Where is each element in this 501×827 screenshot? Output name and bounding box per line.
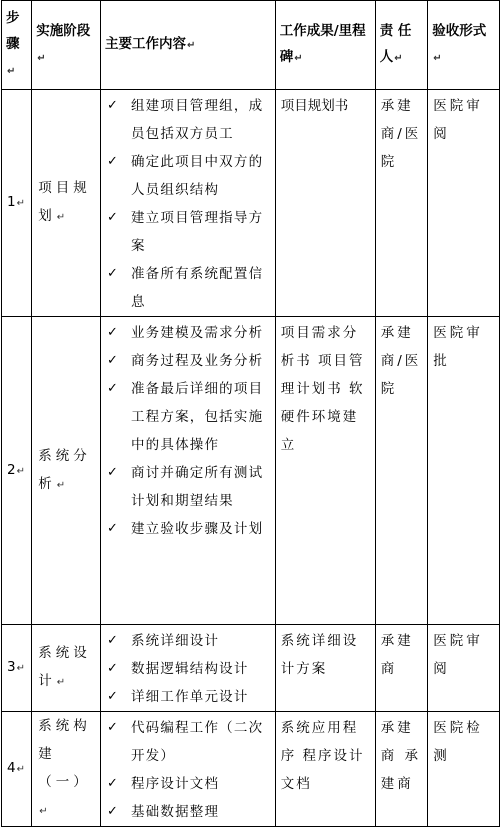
task-item: ✓ 系统详细设计 — [107, 627, 271, 655]
step-cell: 2↵ — [2, 317, 32, 625]
header-acceptance: 验收形式↵ — [428, 1, 500, 90]
task-item: ✓ 准备最后详细的项目工程方案，包括实施中的具体操作 — [107, 375, 271, 459]
task-item: ✓ 建立项目管理指导方案 — [107, 204, 271, 260]
task-item: ✓ 商务过程及业务分析 — [107, 347, 271, 375]
implementation-plan-table — [1, 0, 500, 827]
responsible-cell: 承建商 承建商 — [375, 712, 428, 827]
header-responsible: 责 任 人↵ — [375, 1, 428, 90]
header-step: 步骤↵ — [2, 1, 32, 90]
responsible-cell: 承建商/医院 — [375, 90, 428, 317]
stage-cell: 系统设计↵ — [32, 625, 101, 712]
task-item: ✓ 建立验收步骤及计划 — [107, 515, 271, 543]
table-row — [2, 90, 500, 317]
check-mark-icon: ✓ — [106, 521, 118, 536]
header-row — [2, 1, 500, 90]
task-item: ✓ 准备所有系统配置信息 — [107, 260, 271, 316]
check-mark-icon: ✓ — [106, 661, 118, 676]
step-cell: 1↵ — [2, 90, 32, 317]
task-item: ✓ 代码编程工作（二次开发） — [107, 714, 271, 770]
task-item: ✓ 组建项目管理组，成员包括双方员工 — [107, 92, 271, 148]
acceptance-cell: 医院检测 — [428, 712, 500, 827]
responsible-cell: 承建商/医院 — [375, 317, 428, 625]
header-work: 主要工作内容↵ — [100, 1, 275, 90]
acceptance-cell: 医院审阅 — [428, 90, 500, 317]
table-row — [2, 625, 500, 712]
task-item: ✓ 详细工作单元设计 — [107, 683, 271, 711]
result-cell: 系统详细设计方案 — [275, 625, 375, 712]
check-mark-icon: ✓ — [106, 210, 118, 225]
stage-cell: 系统分析↵ — [32, 317, 101, 625]
task-item: ✓ 数据逻辑结构设计 — [107, 655, 271, 683]
check-mark-icon: ✓ — [106, 465, 118, 480]
task-item: ✓ 基础数据整理 — [107, 798, 271, 826]
result-cell: 项目需求分析书 项目管理计划书 软硬件环境建立 — [275, 317, 375, 625]
check-mark-icon: ✓ — [106, 804, 118, 819]
result-cell: 项目规划书 — [275, 90, 375, 317]
table-row — [2, 712, 500, 827]
task-item: ✓ 业务建模及需求分析 — [107, 319, 271, 347]
table-row — [2, 317, 500, 625]
task-item: ✓ 确定此项目中双方的人员组织结构 — [107, 148, 271, 204]
tasks-cell — [100, 317, 275, 625]
responsible-cell: 承建商 — [375, 625, 428, 712]
check-mark-icon: ✓ — [106, 689, 118, 704]
task-item: ✓ 程序设计文档 — [107, 770, 271, 798]
tasks-cell — [100, 712, 275, 827]
tasks-cell — [100, 625, 275, 712]
acceptance-cell: 医院审阅 — [428, 625, 500, 712]
header-stage: 实施阶段↵ — [32, 1, 101, 90]
check-mark-icon: ✓ — [106, 720, 118, 735]
result-cell: 系统应用程序 程序设计文档 — [275, 712, 375, 827]
step-cell: 3↵ — [2, 625, 32, 712]
tasks-cell — [100, 90, 275, 317]
step-cell: 4↵ — [2, 712, 32, 827]
header-result: 工作成果/里程碑↵ — [275, 1, 375, 90]
stage-cell: 项目规划↵ — [32, 90, 101, 317]
check-mark-icon: ✓ — [106, 266, 118, 281]
check-mark-icon: ✓ — [106, 98, 118, 113]
check-mark-icon: ✓ — [106, 353, 118, 368]
check-mark-icon: ✓ — [106, 776, 118, 791]
check-mark-icon: ✓ — [106, 633, 118, 648]
acceptance-cell: 医院审批 — [428, 317, 500, 625]
task-item: ✓ 商讨并确定所有测试计划和期望结果 — [107, 459, 271, 515]
check-mark-icon: ✓ — [106, 154, 118, 169]
check-mark-icon: ✓ — [106, 325, 118, 340]
check-mark-icon: ✓ — [106, 381, 118, 396]
stage-cell: 系统构建（一）↵ — [32, 712, 101, 827]
